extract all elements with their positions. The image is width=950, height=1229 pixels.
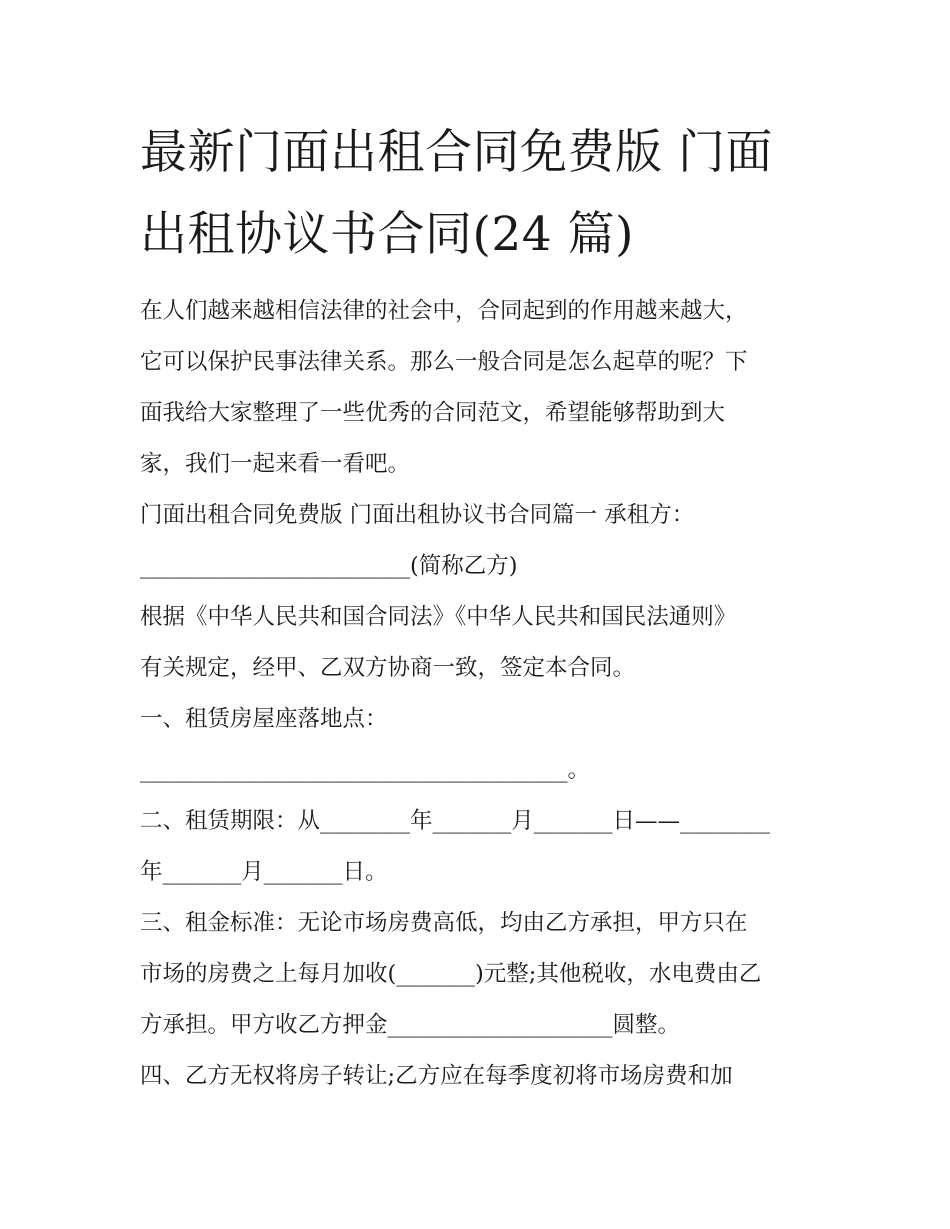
body-line: 家，我们一起来看一看吧。: [140, 451, 411, 477]
body-line: 四、乙方无权将房子转让;乙方应在每季度初将市场房费和加: [140, 1063, 733, 1089]
document-body: [140, 286, 820, 1102]
body-line: 一、租赁房屋座落地点：: [140, 706, 388, 732]
body-line: ________________________(简称乙方): [140, 553, 518, 579]
body-line: 面我给大家整理了一些优秀的合同范文，希望能够帮助到大: [140, 400, 726, 426]
body-line: 三、租金标准：无论市场房费高低，均由乙方承担，甲方只在: [140, 910, 748, 936]
body-line: 它可以保护民事法律关系。那么一般合同是怎么起草的呢？下: [140, 349, 748, 375]
body-line: 有关规定，经甲、乙双方协商一致，签定本合同。: [140, 655, 636, 681]
document-page: [140, 112, 820, 1102]
body-line: 市场的房费之上每月加收(_______)元整;其他税收，水电费由乙: [140, 961, 762, 987]
body-line: 二、租赁期限：从________年_______月_______日——________: [140, 808, 771, 834]
document-title: [140, 112, 820, 276]
body-line: 在人们越来越相信法律的社会中，合同起到的作用越来越大，: [140, 298, 748, 324]
body-line: 门面出租合同免费版 门面出租协议书合同篇一 承租方：: [140, 502, 695, 528]
body-line: 年_______月_______日。: [140, 859, 388, 885]
body-line: 方承担。甲方收乙方押金____________________圆整。: [140, 1012, 681, 1038]
body-line: 根据《中华人民共和国合同法》《中华人民共和国民法通则》: [140, 604, 737, 630]
title-line-1: 最新门面出租合同免费版 门面: [140, 125, 773, 180]
body-line: ______________________________________。: [140, 757, 591, 783]
title-line-2: 出租协议书合同(24 篇): [140, 207, 634, 262]
